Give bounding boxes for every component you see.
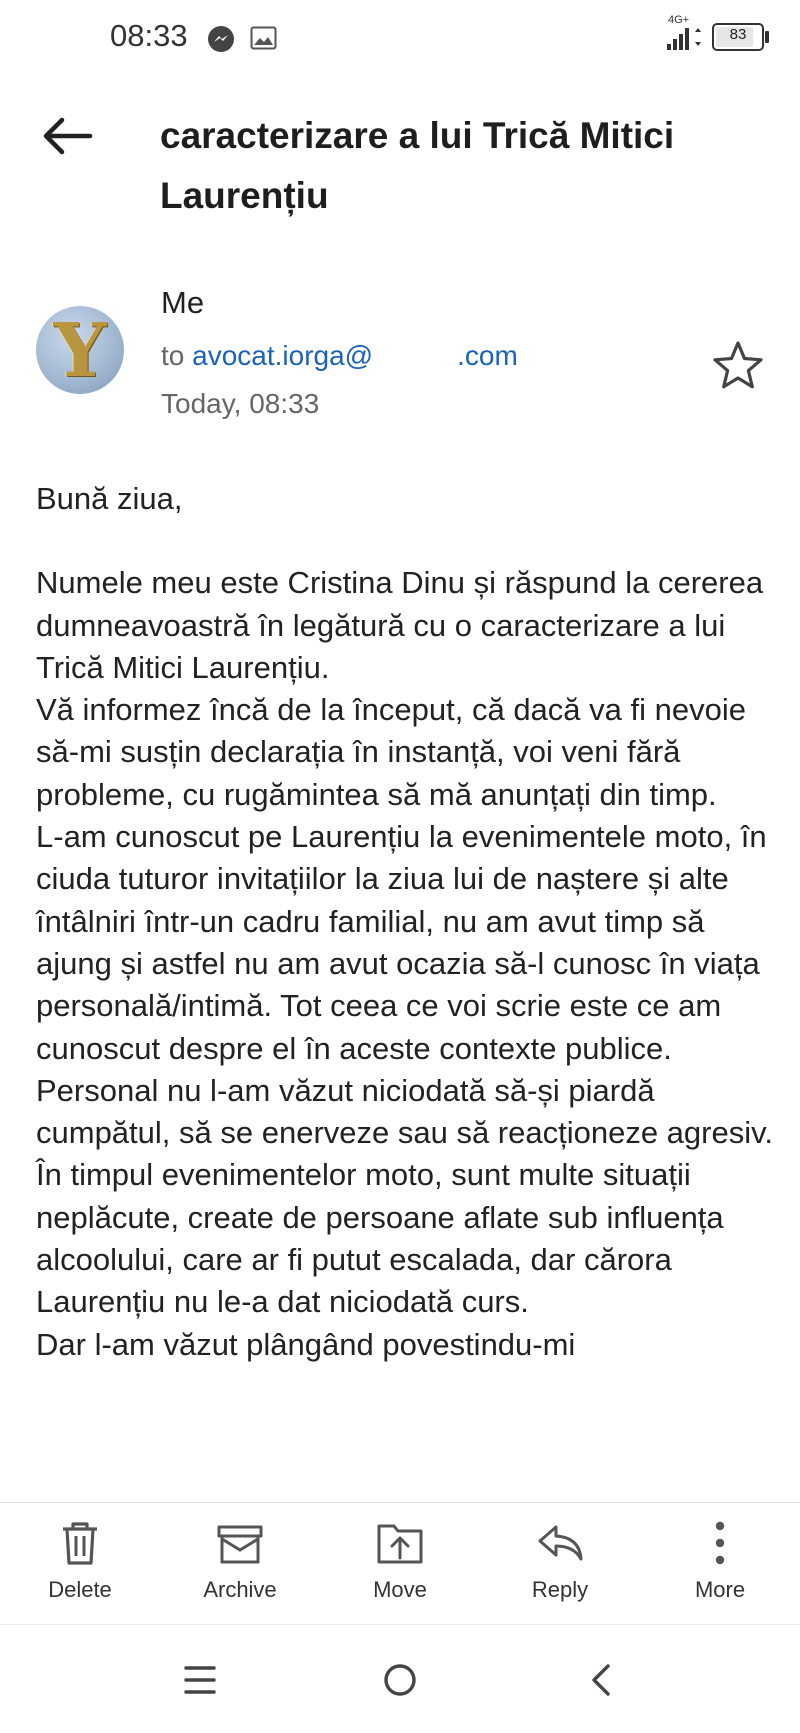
battery-cap	[765, 31, 769, 43]
avatar-letter: Y	[53, 308, 107, 394]
email-paragraph: Vă informez încă de la început, că dacă va fi nevoie să-mi susțin declarația în instanță, voi veni fără probleme, cu rugămintea să mă anunțați din timp.	[36, 692, 746, 812]
more-vertical-icon	[694, 1517, 746, 1569]
email-body	[36, 478, 776, 1366]
reply-label: Reply	[531, 1577, 589, 1602]
move-button[interactable]	[340, 1517, 460, 1617]
delete-label: Delete	[48, 1577, 112, 1602]
battery-level: 83	[729, 26, 747, 43]
email-date: Today, 08:33	[161, 388, 320, 419]
network-type: 4G+	[668, 14, 690, 26]
star-button[interactable]	[710, 338, 766, 394]
email-paragraph: Personal nu l-am văzut niciodată să-și piardă cumpătul, să se enerveze sau să reacționeze agresiv. În timpul evenimentelor moto, sunt multe situații neplăcute, create de persoane aflate sub influența alcoolului, care ar fi putut escalada, dar cărora Laurențiu nu le-a dat niciodată curs.	[36, 1072, 773, 1320]
reply-icon	[534, 1517, 586, 1569]
status-time: 08:33	[110, 18, 188, 53]
recipient-line	[161, 340, 518, 372]
email-greeting: Bună ziua,	[36, 481, 183, 516]
recipient-domain[interactable]: .com	[457, 340, 518, 371]
arrow-left-icon	[36, 112, 96, 160]
reply-button[interactable]	[500, 1517, 620, 1617]
email-paragraph: Dar l-am văzut plângând povestindu-mi	[36, 1326, 576, 1362]
delete-button[interactable]	[20, 1517, 140, 1617]
gallery-icon	[250, 26, 277, 50]
email-subject: caracterizare a lui Trică Mitici Laurențiu	[160, 115, 675, 216]
recent-apps-button[interactable]	[170, 1655, 230, 1705]
email-paragraph: Numele meu este Cristina Dinu și răspund la cererea dumneavoastră în legătură cu o caracterizare a lui Trică Mitici Laurențiu.	[36, 565, 764, 685]
action-bar	[0, 1502, 800, 1624]
battery-icon	[712, 23, 764, 51]
move-icon	[374, 1517, 426, 1569]
nav-back-icon	[572, 1655, 632, 1705]
messenger-icon	[206, 24, 236, 54]
nav-back-button[interactable]	[572, 1655, 632, 1705]
recent-apps-icon	[170, 1655, 230, 1705]
status-bar	[0, 0, 800, 80]
avatar[interactable]	[36, 306, 124, 394]
email-paragraph: L-am cunoscut pe Laurențiu la evenimentele moto, în ciuda tuturor invitațiilor la ziua lui de naștere și alte întâlniri într-un cadru familial, nu am avut timp să ajung și astfel nu am avut ocazia să-l cunosc în viața personală/intimă. Tot ceea ce voi scrie este ce am cunoscut despre el în aceste contexte publice.	[36, 819, 767, 1066]
archive-button[interactable]	[180, 1517, 300, 1617]
signal-icon	[665, 14, 705, 54]
more-label: More	[694, 1577, 746, 1602]
system-nav-bar	[0, 1624, 800, 1733]
star-outline-icon	[710, 338, 766, 394]
move-label: Move	[373, 1577, 427, 1602]
recipient-email[interactable]: avocat.iorga@	[192, 340, 374, 371]
archive-label: Archive	[203, 1577, 277, 1602]
home-circle-icon	[370, 1655, 430, 1705]
recipient-prefix: to	[161, 340, 185, 371]
archive-icon	[214, 1517, 266, 1569]
home-button[interactable]	[370, 1655, 430, 1705]
sender-name[interactable]: Me	[161, 285, 205, 320]
back-button[interactable]	[36, 112, 96, 160]
more-button[interactable]	[660, 1517, 780, 1617]
trash-icon	[54, 1517, 106, 1569]
